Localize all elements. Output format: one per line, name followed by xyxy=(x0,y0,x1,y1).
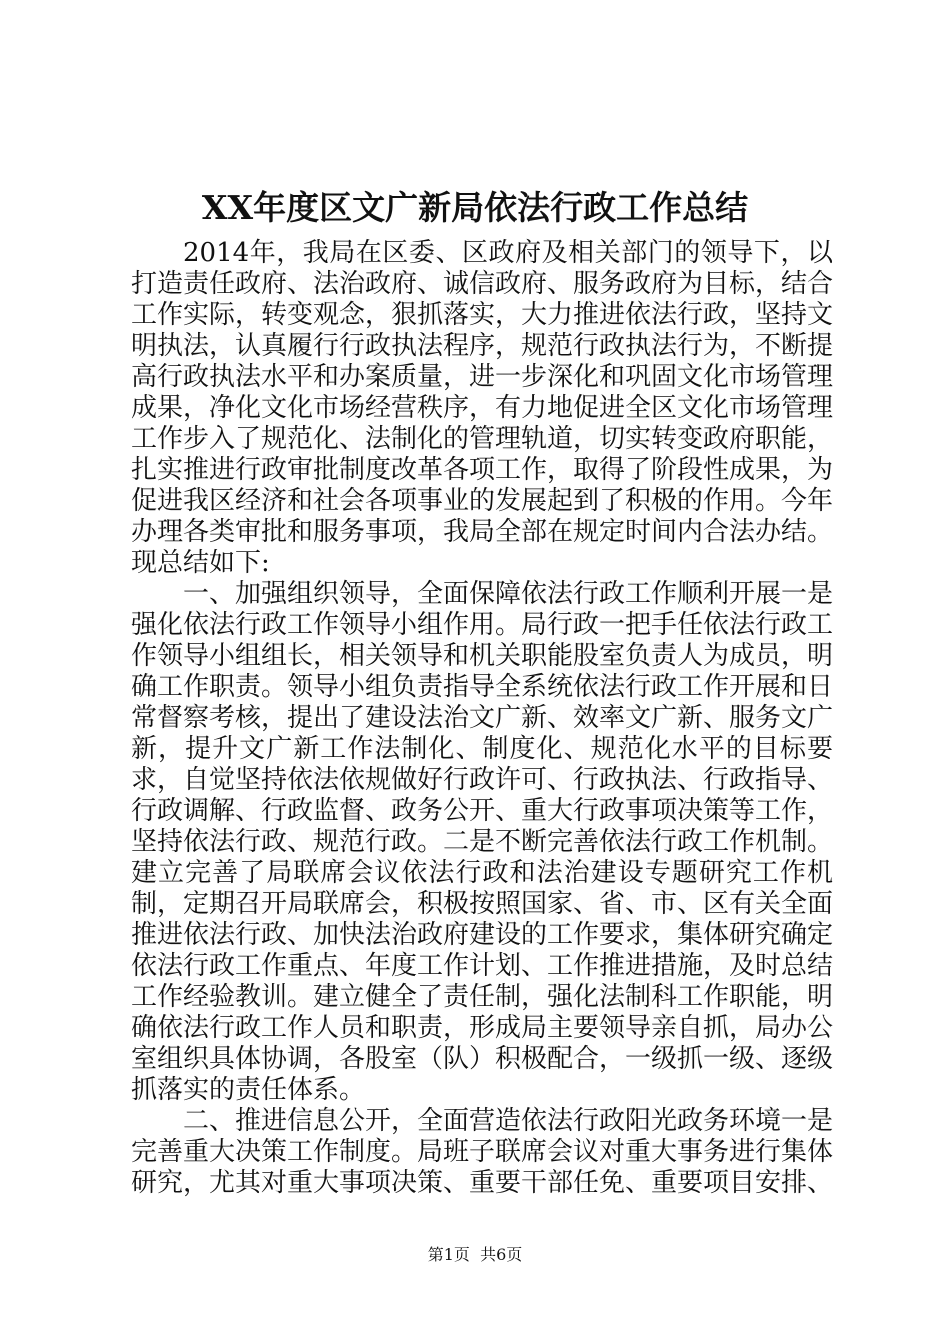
paragraph-intro: 2014年，我局在区委、区政府及相关部门的领导下，以打造责任政府、法治政府、诚信政府、服务政府为目标，结合工作实际，转变观念，狠抓落实，大力推进依法行政，坚持文明执法，认真履行行政执法程序，规范行政执法行为，不断提高行政执法水平和办案质量，进一步深化和巩固文化市场管理成果，净化文化市场经营秩序，有力地促进全区文化市场管理工作步入了规范化、法制化的管理轨道，切实转变政府职能，扎实推进行政审批制度改革各项工作，取得了阶段性成果，为促进我区经济和社会各项事业的发展起到了积极的作用。今年办理各类审批和服务事项，我局全部在规定时间内合法办结。现总结如下: xyxy=(131,238,834,578)
paragraph-section-1: 一、加强组织领导，全面保障依法行政工作顺利开展一是强化依法行政工作领导小组作用。局行政一把手任依法行政工作领导小组组长，相关领导和机关职能股室负责人为成员，明确工作职责。领导小组负责指导全系统依法行政工作开展和日常督察考核，提出了建设法治文广新、效率文广新、服务文广新，提升文广新工作法制化、制度化、规范化水平的目标要求，自觉坚持依法依规做好行政许可、行政执法、行政指导、行政调解、行政监督、政务公开、重大行政事项决策等工作，坚持依法行政、规范行政。二是不断完善依法行政工作机制。建立完善了局联席会议依法行政和法治建设专题研究工作机制，定期召开局联席会，积极按照国家、省、市、区有关全面推进依法行政、加快法治政府建设的工作要求，集体研究确定依法行政工作重点、年度工作计划、工作推进措施，及时总结工作经验教训。建立健全了责任制，强化法制科工作职能，明确依法行政工作人员和职责，形成局主要领导亲自抓，局办公室组织具体协调，各股室（队）积极配合，一级抓一级、逐级抓落实的责任体系。 xyxy=(131,579,834,1105)
page-number: 第1页 共6页 xyxy=(427,1245,523,1264)
page-footer xyxy=(0,1244,950,1266)
document-body xyxy=(131,238,833,1199)
paragraph-section-2: 二、推进信息公开，全面营造依法行政阳光政务环境一是完善重大决策工作制度。局班子联席会议对重大事务进行集体研究，尤其对重大事项决策、重要干部任免、重要项目安排、 xyxy=(131,1106,834,1198)
document-title: XX年度区文广新局依法行政工作总结 xyxy=(201,188,749,227)
